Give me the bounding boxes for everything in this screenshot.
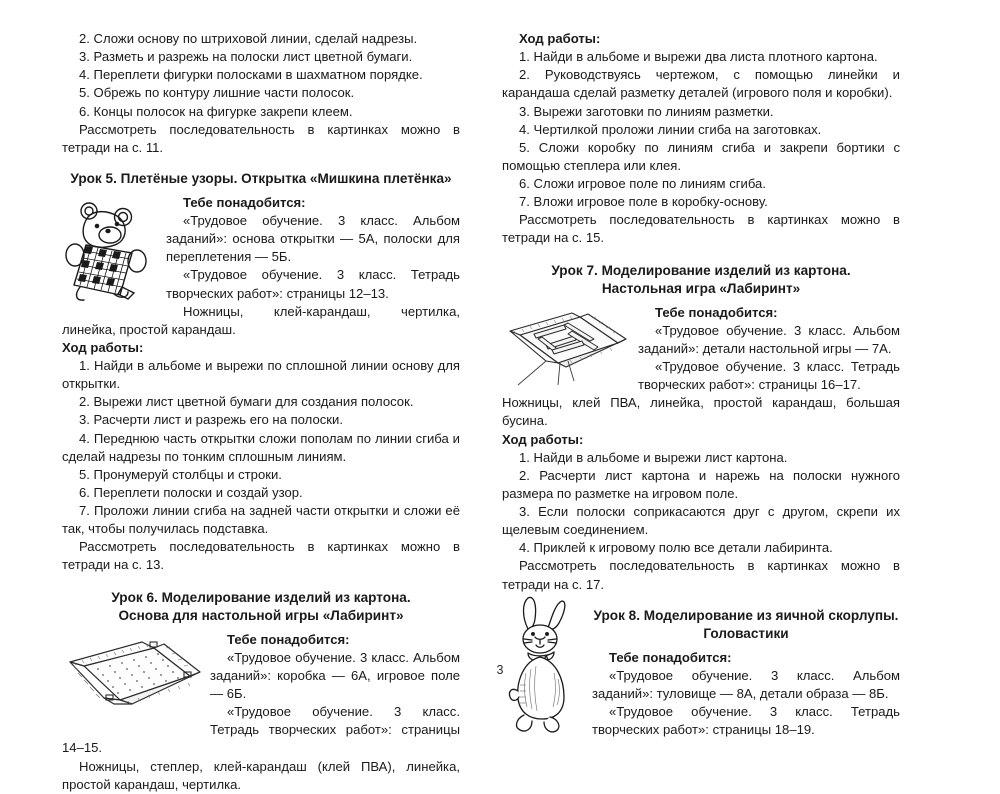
lesson5-steps-label: Ход работы:	[62, 339, 144, 355]
page-number: 3	[496, 663, 504, 677]
lesson6-step-4: 4. Чертилкой проложи линии сгиба на заготовках.	[519, 121, 822, 137]
lesson7-note: Рассмотреть последовательность в картинках можно в тетради на с. 17.	[502, 558, 900, 592]
lesson5-step-4: 4. Переднюю часть открытки сложи пополам по линии сгиба и сделай надрезы по тонким сплошным линиям.	[62, 430, 460, 464]
lesson7-steps-label: Ход работы:	[502, 431, 584, 447]
lesson5-figure-block	[62, 194, 460, 339]
lesson6-heading-line-1: Урок 6. Моделирование изделий из картона.	[111, 589, 411, 605]
lesson7-step-2: 2. Расчерти лист картона и нарежь на полоски нужного размера по разметке на игровом поле.	[502, 467, 900, 501]
lesson5-note: Рассмотреть последовательность в картинках можно в тетради на с. 13.	[62, 539, 460, 573]
lesson7-needs-album: «Трудовое обучение. 3 класс. Альбом заданий»: детали настольной игры — 7А.	[638, 322, 900, 356]
lesson8-heading-line-2: Головастики	[703, 625, 789, 641]
lesson6-needs-label: Тебе понадобится:	[227, 631, 350, 647]
lesson4-step-3: 3. Разметь и разрежь на полоски лист цветной бумаги.	[79, 49, 413, 65]
lesson6-step-7: 7. Вложи игровое поле в коробку-основу.	[519, 194, 768, 210]
lesson6-figure-block	[62, 631, 460, 758]
right-column	[502, 30, 900, 738]
lesson8-heading-line-1: Урок 8. Моделирование из яичной скорлупы.	[593, 607, 899, 623]
lesson6-step-3: 3. Вырежи заготовки по линиям разметки.	[519, 103, 774, 119]
lesson5-needs-album: «Трудовое обучение. 3 класс. Альбом заданий»: основа открытки — 5А, полоски для переплетения — 5Б.	[166, 213, 460, 265]
lesson6-needs-workbook: «Трудовое обучение. 3 класс. Тетрадь творческих работ»: страницы 14–15.	[62, 704, 460, 756]
lesson6-heading	[62, 589, 460, 625]
lesson6-steps-label: Ход работы:	[519, 31, 601, 46]
lesson7-step-1: 1. Найди в альбоме и вырежи лист картона.	[519, 449, 788, 465]
lesson8-needs-album: «Трудовое обучение. 3 класс. Альбом заданий»: туловище — 8А, детали образа — 8Б.	[592, 667, 900, 702]
lesson6-needs-album: «Трудовое обучение. 3 класс. Альбом заданий»: коробка — 6А, игровое поле — 6Б.	[210, 649, 460, 702]
lesson7-heading	[502, 262, 900, 298]
lesson4-step-4: 4. Переплети фигурки полосками в шахматном порядке.	[79, 67, 423, 83]
lesson4-note: Рассмотреть последовательность в картинках можно в тетради на с. 11.	[62, 121, 460, 155]
lesson5-needs-workbook: «Трудовое обучение. 3 класс. Тетрадь творческих работ»: страницы 12–13.	[166, 267, 460, 301]
lesson5-step-7: 7. Проложи линии сгиба на задней части открытки и сложи её так, чтобы получилась подставка.	[62, 503, 460, 537]
cardboard-box-game-base-illustration	[62, 632, 202, 724]
lesson5-heading	[62, 170, 460, 188]
lesson6-heading-line-2: Основа для настольной игры «Лабиринт»	[118, 607, 404, 623]
left-column	[62, 30, 460, 792]
lesson5-step-6: 6. Переплети полоски и создай узор.	[79, 484, 303, 500]
lesson6-step-2: 2. Руководствуясь чертежом, с помощью линейки и карандаша сделай разметку деталей (игрового поля и коробки).	[502, 67, 900, 101]
lesson7-needs-label: Тебе понадобится:	[655, 304, 778, 320]
lesson7-needs-tools: Ножницы, клей ПВА, линейка, простой карандаш, большая бусина.	[502, 395, 900, 429]
lesson7-step-4: 4. Приклей к игровому полю все детали лабиринта.	[519, 540, 833, 556]
lesson7-figure-block	[502, 304, 900, 395]
lesson4-step-6: 6. Концы полосок на фигурке закрепи клеем.	[79, 103, 353, 119]
lesson5-needs-tools: Ножницы, клей-карандаш, чертилка, линейка, простой карандаш.	[62, 303, 460, 337]
lesson4-step-5: 5. Обрежь по контуру лишние части полосок.	[79, 85, 355, 101]
lesson6-step-5: 5. Сложи коробку по линиям сгиба и закрепи бортики с помощью степлера или клея.	[502, 139, 900, 173]
lesson5-step-2: 2. Вырежи лист цветной бумаги для создания полосок.	[79, 394, 414, 410]
lesson5-step-1: 1. Найди в альбоме и вырежи по сплошной линии основу для открытки.	[62, 358, 460, 392]
lesson5-step-5: 5. Пронумеруй столбцы и строки.	[79, 466, 282, 482]
lesson7-step-3: 3. Если полоски соприкасаются друг с другом, скрепи их щелевым соединением.	[502, 504, 900, 538]
lesson8-needs-label: Тебе понадобится:	[609, 649, 732, 665]
lesson7-heading-line-2: Настольная игра «Лабиринт»	[601, 280, 801, 296]
labyrinth-board-game-illustration	[502, 305, 630, 391]
bear-woven-postcard-illustration	[62, 195, 158, 305]
lesson5-step-3: 3. Расчерти лист и разрежь его на полоски.	[79, 412, 343, 428]
lesson8-needs-workbook: «Трудовое обучение. 3 класс. Тетрадь творческих работ»: страницы 18–19.	[592, 704, 900, 738]
lesson6-step-1: 1. Найди в альбоме и вырежи два листа плотного картона.	[519, 49, 878, 65]
lesson6-needs-tools: Ножницы, степлер, клей-карандаш (клей ПВА), линейка, простой карандаш, чертилка.	[62, 758, 460, 792]
lesson5-heading-line-1: Урок 5. Плетёные узоры. Открытка «Мишкина плетёнка»	[70, 170, 452, 186]
lesson6-step-6: 6. Сложи игровое поле по линиям сгиба.	[519, 176, 766, 191]
lesson6-note: Рассмотреть последовательность в картинках можно в тетради на с. 15.	[502, 212, 900, 246]
lesson7-heading-line-1: Урок 7. Моделирование изделий из картона.	[551, 262, 851, 278]
lesson7-needs-workbook: «Трудовое обучение. 3 класс. Тетрадь творческих работ»: страницы 16–17.	[638, 359, 900, 393]
lesson4-step-2: 2. Сложи основу по штриховой линии, сделай надрезы.	[79, 31, 418, 46]
lesson5-needs-label: Тебе понадобится:	[183, 194, 306, 210]
